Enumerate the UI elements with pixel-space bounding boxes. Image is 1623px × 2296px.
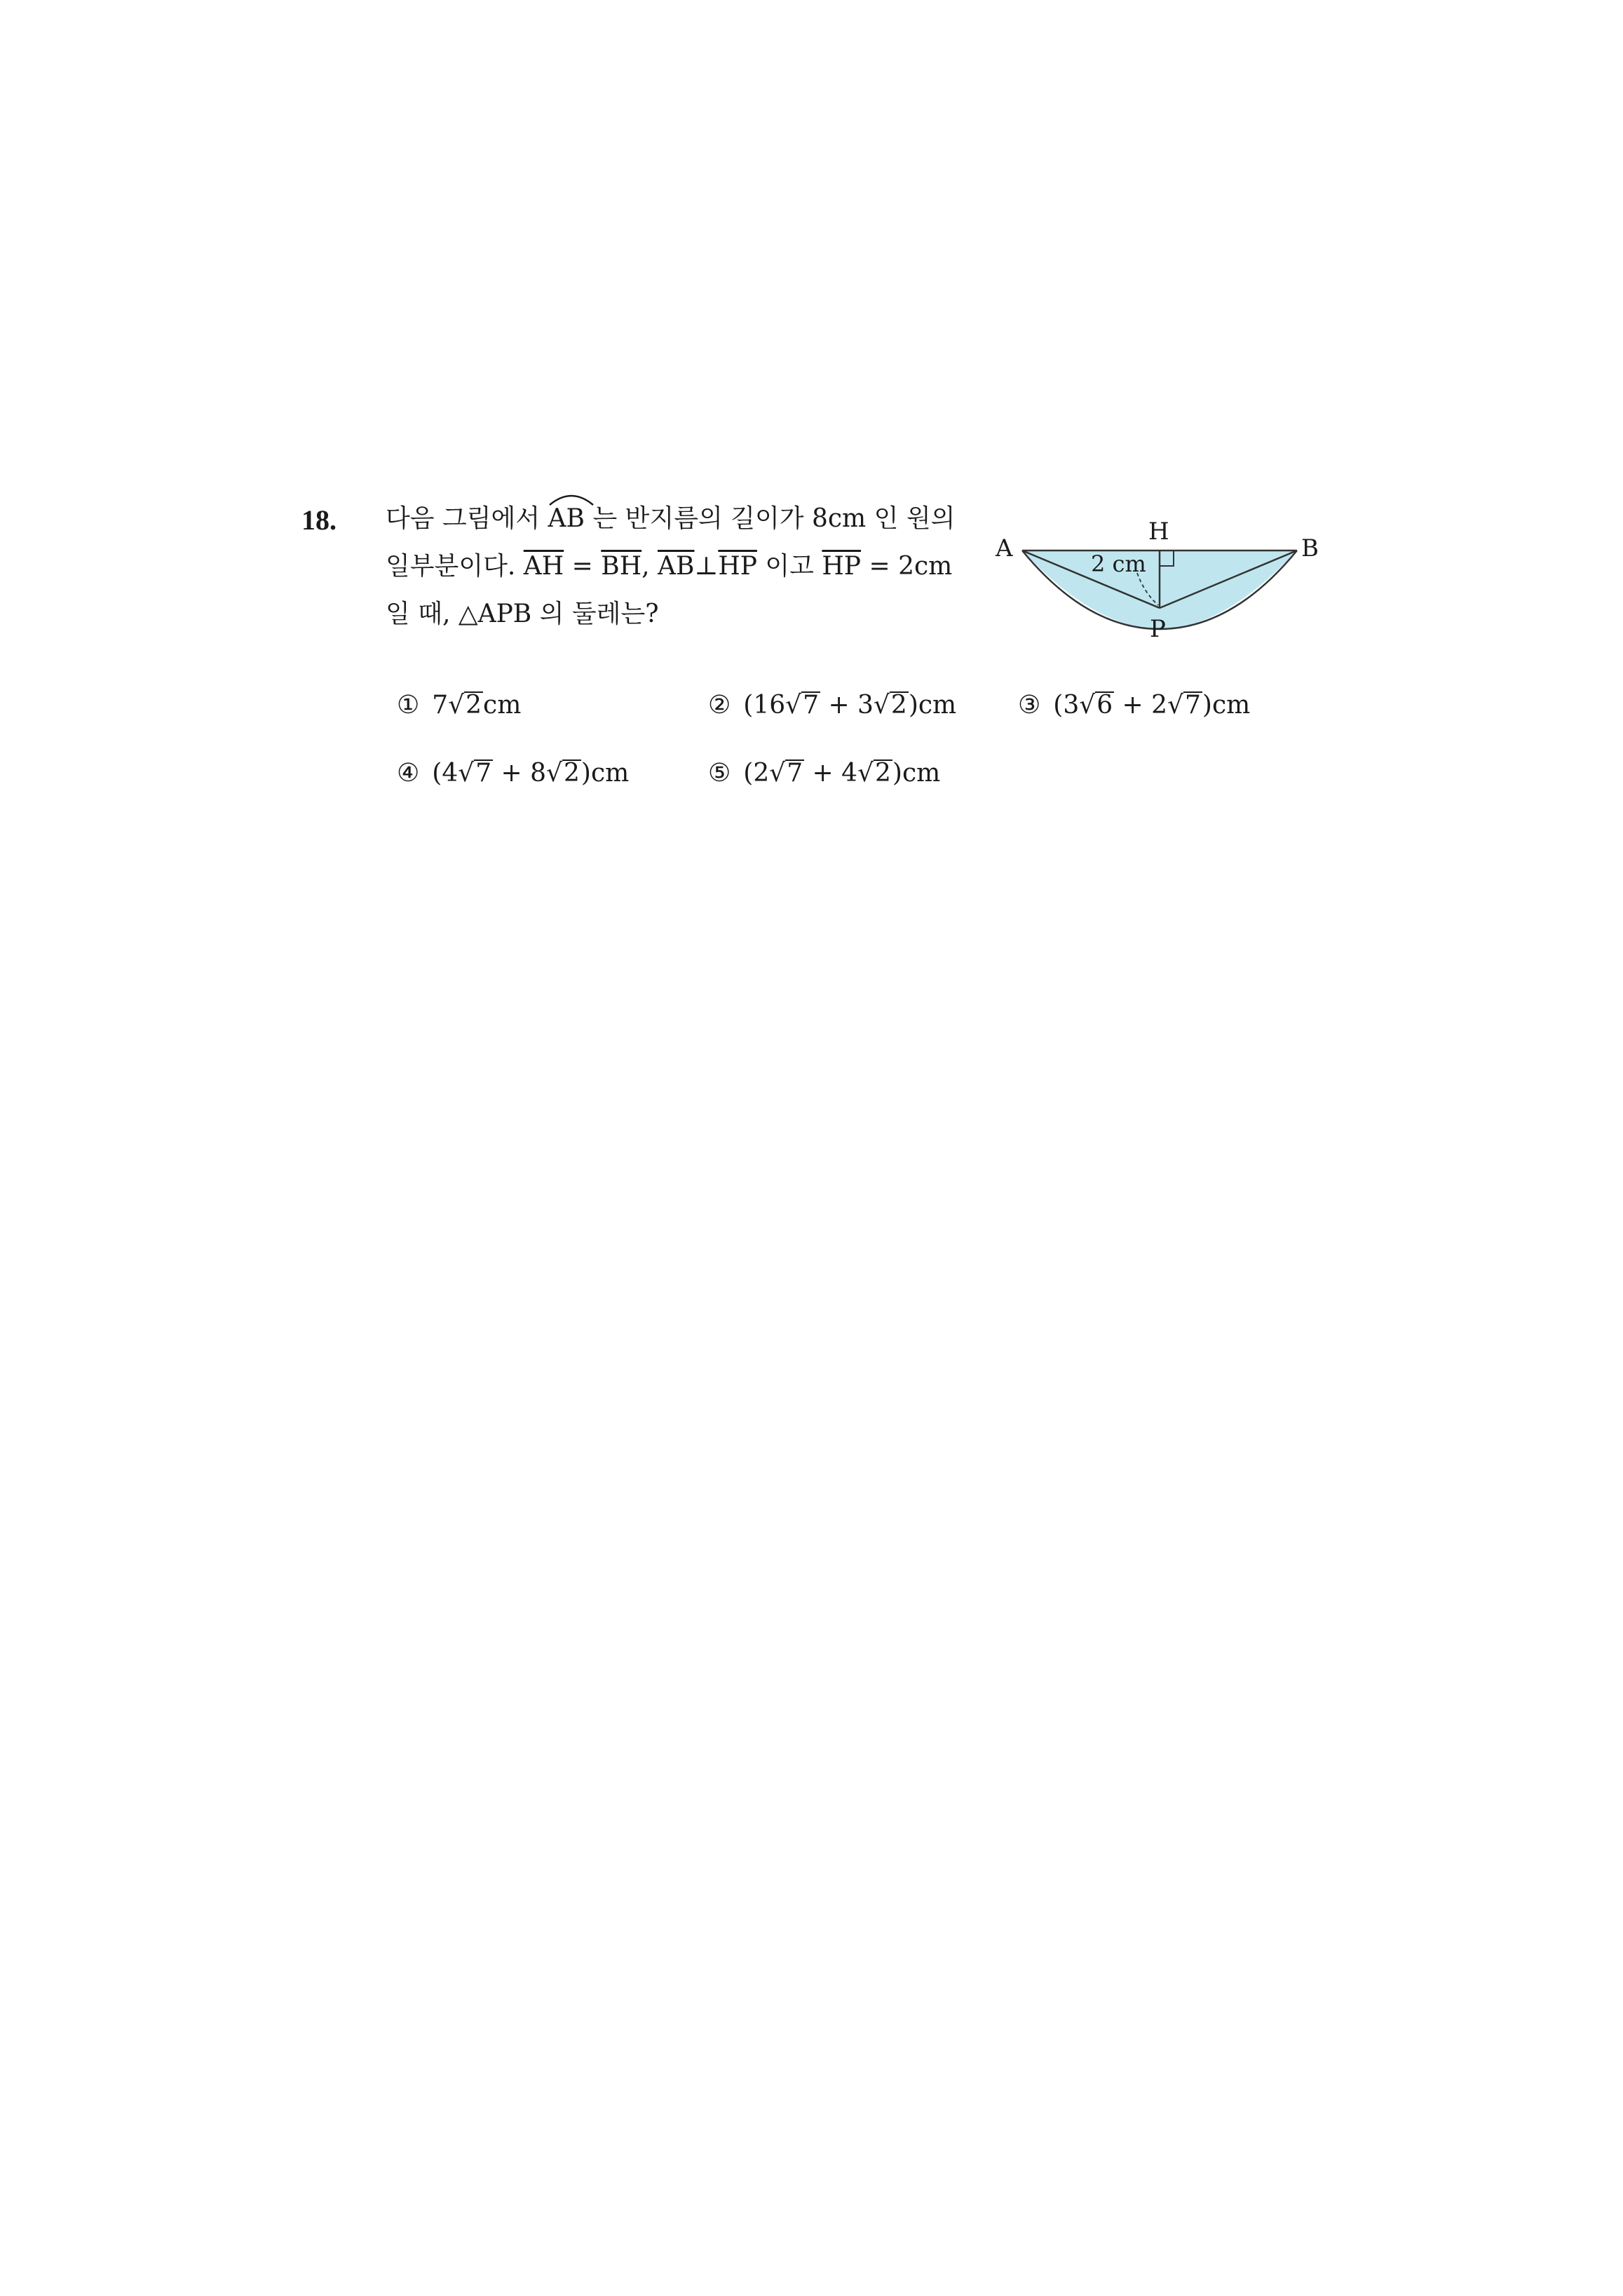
label-b: B [1301,534,1319,562]
segment-ab: $\overline{AB}$ [658,552,695,581]
radicand: 7 [803,691,819,720]
text: 는 반지름의 길이가 8cm 인 원의 [585,504,956,533]
segment-ah: $\overline{AH}$ [523,552,564,581]
choice-text: cm [483,691,522,720]
choice-text: (3 [1053,691,1080,720]
radicand: 2 [466,691,482,720]
label-h: H [1148,518,1169,546]
choice-mark: ② [708,691,731,720]
choice-1[interactable]: ① 7√2cm [397,691,522,720]
choice-text: + 4 [804,759,858,788]
segment-bh: $\overline{BH}$ [601,552,642,581]
question-line-2 [386,551,952,581]
text: 이고 [756,552,822,581]
choice-text: )cm [1202,691,1251,720]
label-a: A [996,534,1013,562]
question-line-1 [386,504,955,534]
choice-text: )cm [892,759,941,788]
label-p: P [1150,615,1166,642]
radicand: 2 [875,759,891,788]
choice-mark: ④ [397,759,420,788]
choice-text: (2 [743,759,770,788]
choice-3[interactable]: ③ (3√6 + 2√7)cm [1018,691,1251,720]
choice-2[interactable]: ② (16√7 + 3√2)cm [708,691,957,720]
choice-text: + 8 [493,759,547,788]
segment-hp-2: $\overline{HP}$ [822,552,862,581]
choice-text: 7 [432,691,449,720]
radicand: 2 [564,759,580,788]
radicand: 7 [1185,691,1201,720]
choice-text: (4 [432,759,459,788]
choice-text: (16 [743,691,786,720]
segment-hp: $\overline{HP}$ [718,552,757,581]
text: 일부분이다. [386,552,524,581]
label-length: 2 cm [1091,551,1146,577]
question-line-3: 일 때, △APB 의 둘레는? [386,600,659,628]
arc-label: AB [548,504,585,533]
choice-text: )cm [908,691,957,720]
text: = [564,552,602,581]
choice-text: )cm [580,759,630,788]
question-number: 18. [301,504,337,536]
text: = 2cm [861,552,953,581]
choice-text: + 2 [1114,691,1168,720]
radicand: 7 [475,759,492,788]
text: , [641,552,658,581]
choice-4[interactable]: ④ (4√7 + 8√2)cm [397,759,630,788]
choice-mark: ⑤ [708,759,731,788]
arc-ab [548,504,585,534]
choice-mark: ① [397,691,420,720]
text: 다음 그림에서 [386,504,548,533]
choice-mark: ③ [1018,691,1041,720]
figure [989,508,1325,642]
choice-text: + 3 [820,691,874,720]
radicand: 2 [890,691,907,720]
radicand: 6 [1096,691,1113,720]
perp-symbol: ⊥ [694,552,719,581]
choice-5[interactable]: ⑤ (2√7 + 4√2)cm [708,759,941,788]
radicand: 7 [787,759,803,788]
